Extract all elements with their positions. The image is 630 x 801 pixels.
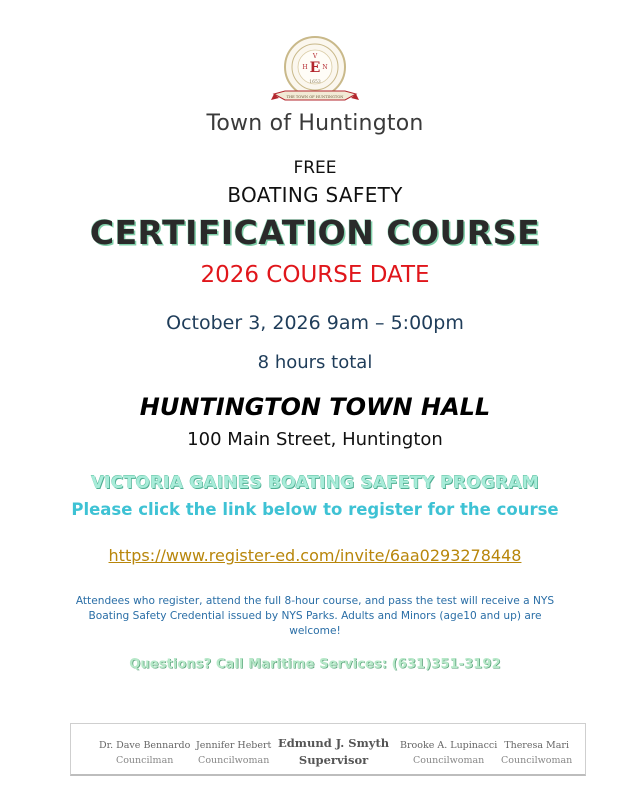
- questions-contact: Questions? Call Maritime Services: (631)351-3192: [129, 657, 501, 672]
- seal-letter-top: V: [312, 53, 318, 60]
- event-hours: 8 hours total: [257, 352, 373, 373]
- board-member-title: Supervisor: [298, 753, 369, 767]
- program-name: VICTORIA GAINES BOATING SAFETY PROGRAM: [91, 473, 539, 493]
- board-member: [99, 738, 190, 768]
- town-board-footer: [70, 723, 586, 776]
- town-name: Town of Huntington: [206, 111, 424, 136]
- free-label: FREE: [293, 158, 337, 178]
- board-member-title: Councilwoman: [413, 755, 485, 766]
- seal-letter-center: E: [309, 60, 321, 76]
- town-seal-logo: [269, 34, 361, 108]
- course-date-heading: 2026 COURSE DATE: [200, 262, 430, 288]
- board-member-name: Theresa Mari: [504, 740, 570, 751]
- event-date-time: October 3, 2026 9am – 5:00pm: [166, 312, 464, 334]
- certification-course-heading: CERTIFICATION COURSE: [89, 213, 541, 252]
- board-member: [501, 738, 572, 768]
- seal-banner-text: THE TOWN OF HUNTINGTON: [286, 94, 344, 99]
- board-member: [400, 738, 497, 768]
- event-address: 100 Main Street, Huntington: [187, 429, 443, 450]
- board-member-title: Councilman: [115, 755, 174, 766]
- seal-year: 1653: [309, 80, 321, 85]
- register-link-row: [0, 546, 630, 565]
- boating-safety-heading: BOATING SAFETY: [227, 183, 403, 207]
- register-instruction: Please click the link below to register for the course: [71, 500, 559, 519]
- seal-letter-right: N: [322, 64, 328, 71]
- seal-letter-left: H: [302, 64, 308, 71]
- board-member-name: Dr. Dave Bennardo: [99, 740, 191, 751]
- board-member-title: Councilwoman: [501, 755, 573, 766]
- board-member-name: Edmund J. Smyth: [278, 736, 390, 750]
- board-member-name: Brooke A. Lupinacci: [400, 740, 498, 751]
- board-member: [196, 738, 271, 768]
- board-member-title: Councilwoman: [198, 755, 270, 766]
- board-member-name: Jennifer Hebert: [196, 740, 272, 751]
- board-supervisor: [278, 735, 389, 769]
- attendees-note: Attendees who register, attend the full 8-hour course, and pass the test will receive a NYS Boating Safety Credential issued by NYS Parks. Adults and Minors (age10 and up) are welcome!: [75, 595, 555, 637]
- event-venue: HUNTINGTON TOWN HALL: [139, 393, 491, 421]
- register-link[interactable]: https://www.register-ed.com/invite/6aa0293278448: [108, 546, 522, 565]
